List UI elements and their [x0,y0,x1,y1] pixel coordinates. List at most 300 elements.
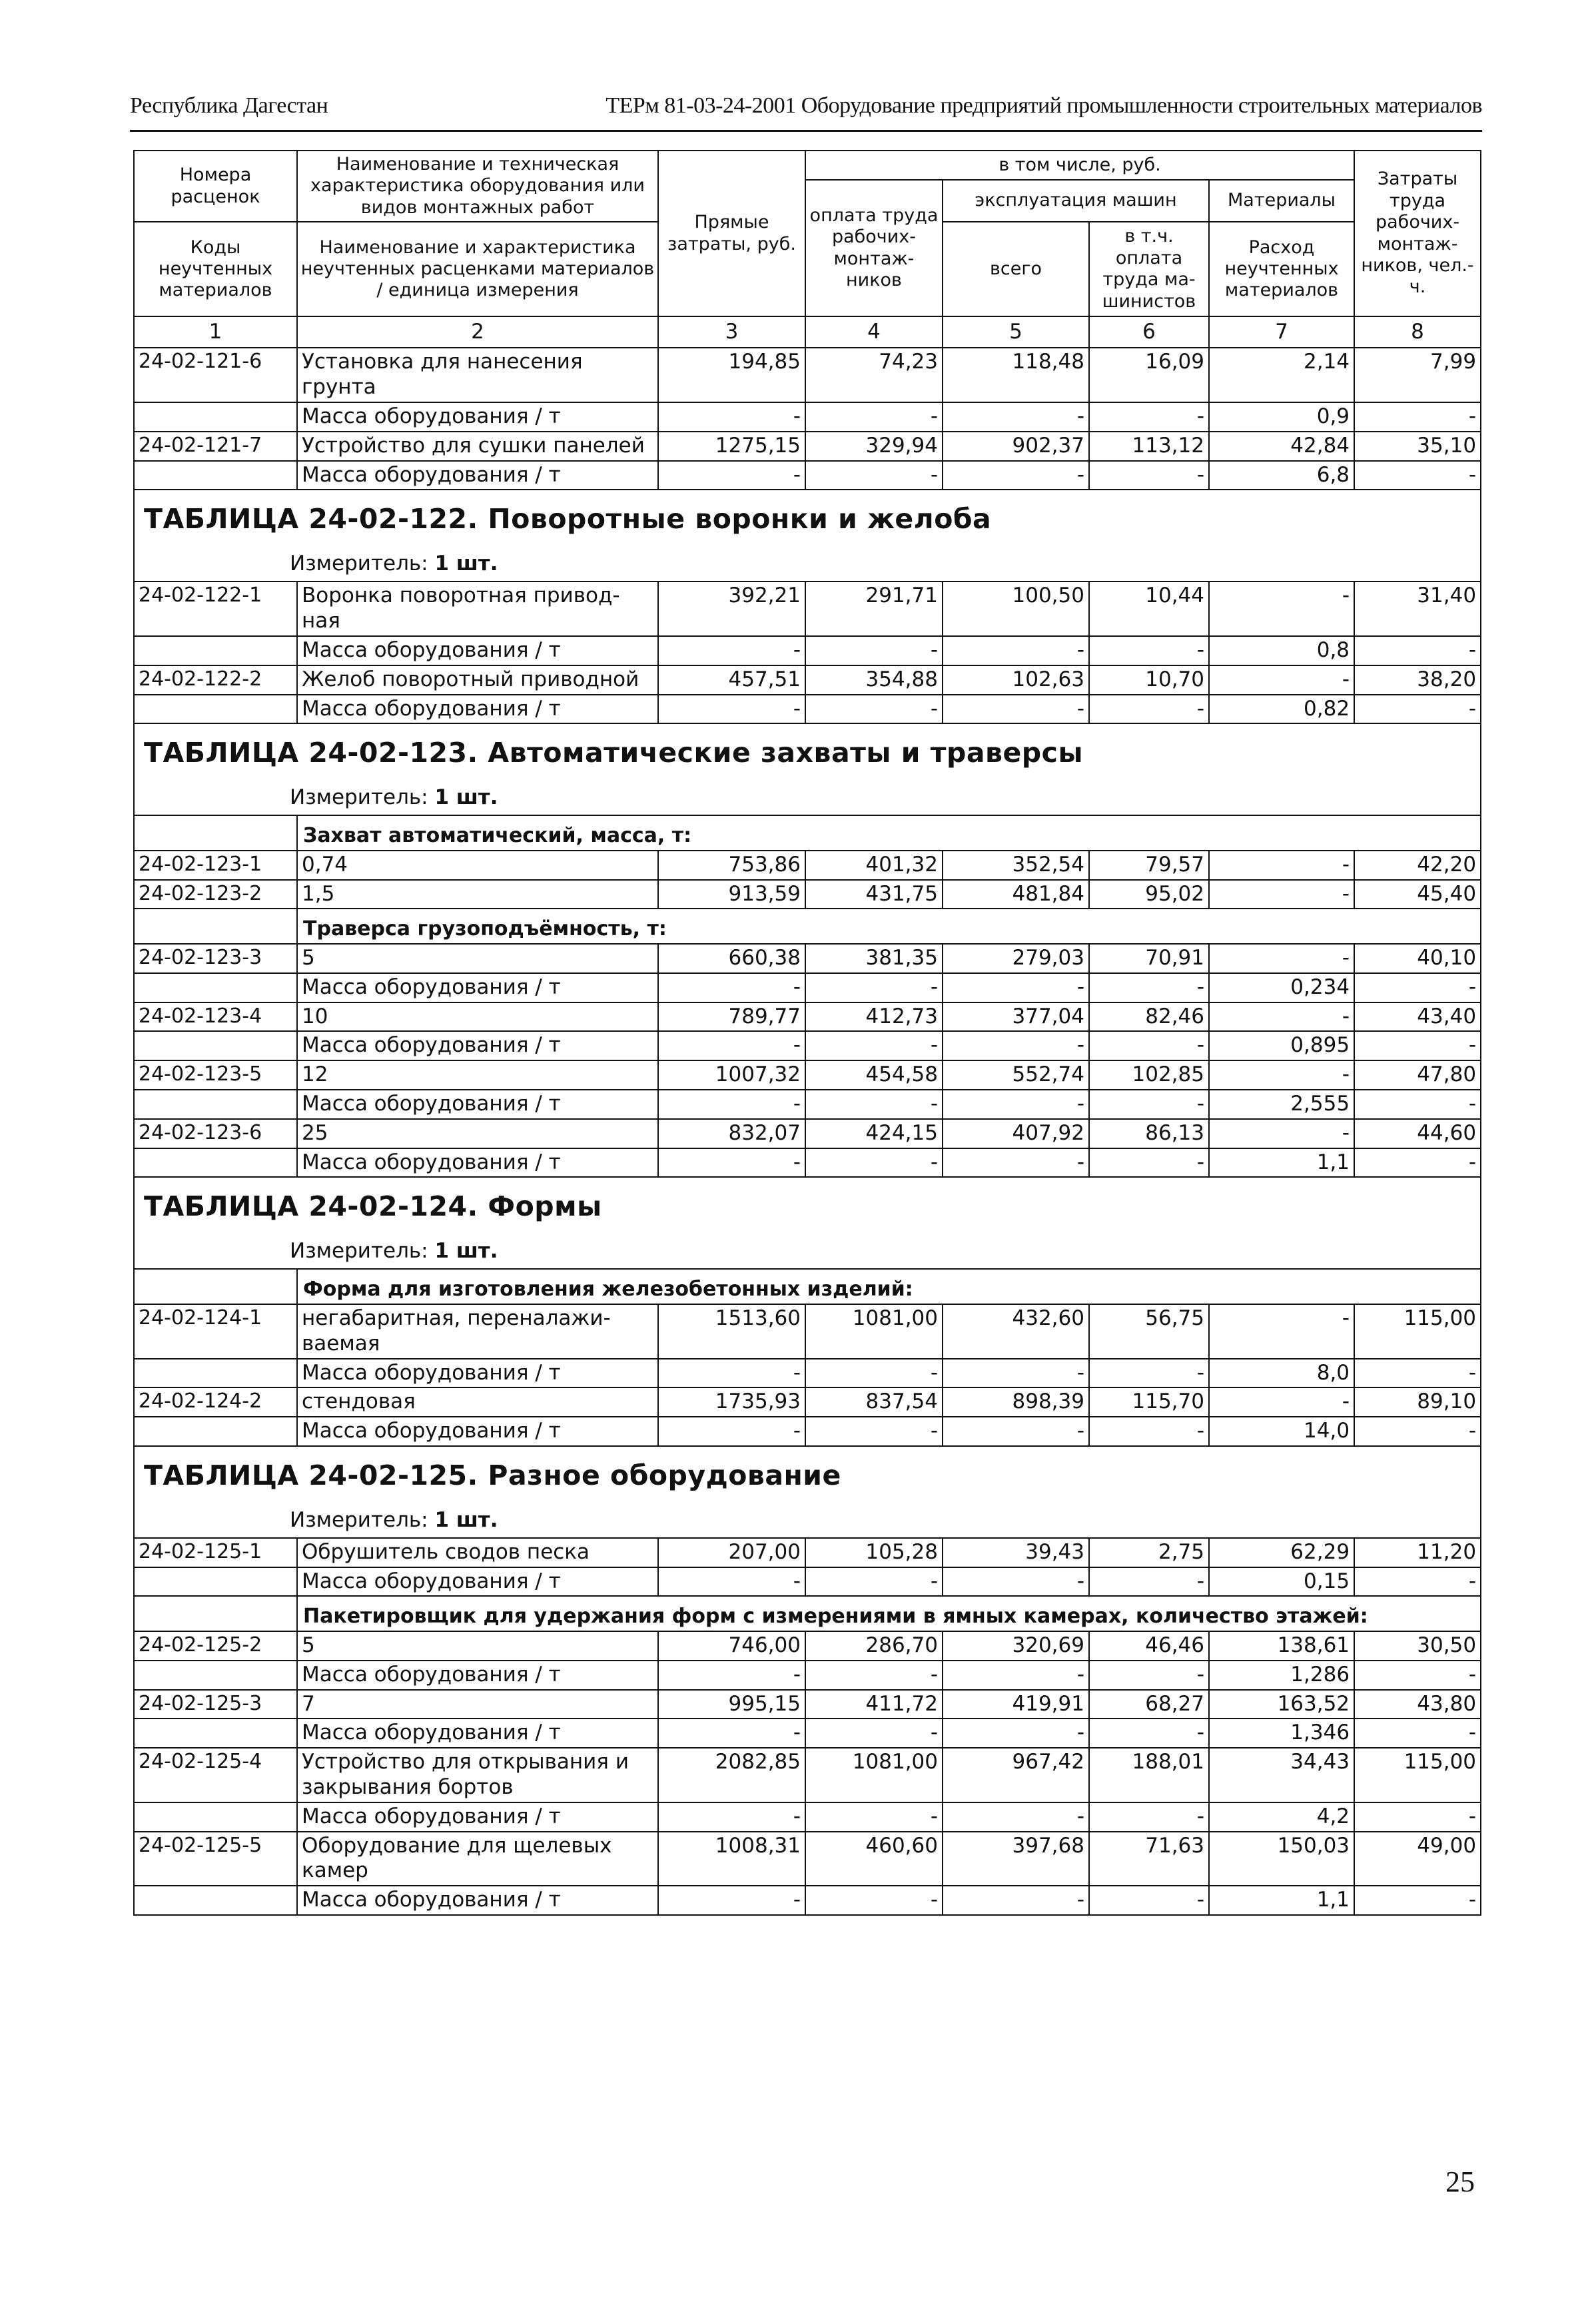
header-group-label: в том числе, руб. [805,151,1354,180]
materials-cell: 1,1 [1209,1886,1354,1915]
direct-costs-cell: 392,21 [658,581,805,636]
machines-total-cell: 39,43 [943,1538,1089,1567]
machines-total-cell: - [943,1719,1089,1748]
rate-code-cell: 24-02-122-2 [134,665,297,695]
machinist-pay-cell: 46,46 [1089,1631,1209,1661]
materials-cell: - [1209,1387,1354,1417]
labor-costs-cell: 35,10 [1354,432,1481,461]
unit-value: 1 шт. [434,552,498,576]
labor-pay-cell: 401,32 [805,851,943,880]
machines-total-cell: 352,54 [943,851,1089,880]
materials-cell: - [1209,880,1354,909]
labor-pay-cell: 381,35 [805,944,943,973]
name-cell: 0,74 [297,851,658,880]
name-cell: Масса оборудования / т [297,402,658,432]
rate-code-cell: 24-02-123-1 [134,851,297,880]
labor-costs-cell: - [1354,695,1481,724]
machines-total-cell: 407,92 [943,1119,1089,1148]
name-cell: Масса оборудования / т [297,1567,658,1597]
machinist-pay-cell: - [1089,1802,1209,1832]
name-cell: 25 [297,1119,658,1148]
labor-pay-cell: - [805,461,943,490]
direct-costs-cell: - [658,1417,805,1446]
rate-code-cell [134,1719,297,1748]
rate-code-cell: 24-02-123-3 [134,944,297,973]
machines-total-cell: - [943,402,1089,432]
direct-costs-cell: 207,00 [658,1538,805,1567]
machinist-pay-cell: - [1089,1359,1209,1388]
mass-row [134,636,1481,665]
labor-pay-cell: - [805,636,943,665]
labor-pay-cell: 105,28 [805,1538,943,1567]
machines-total-cell: 377,04 [943,1002,1089,1032]
name-cell: Масса оборудования / т [297,1359,658,1388]
labor-costs-cell: 30,50 [1354,1631,1481,1661]
direct-costs-cell: - [658,1359,805,1388]
rows-table-125-b [134,1631,1481,1915]
unit-label: Измеритель: [290,1239,428,1264]
name-cell: Масса оборудования / т [297,695,658,724]
materials-cell: 6,8 [1209,461,1354,490]
machinist-pay-cell: - [1089,1719,1209,1748]
machinist-pay-cell: 79,57 [1089,851,1209,880]
header-machinist-pay: в т.ч. оплата труда ма-шинистов [1089,222,1209,316]
materials-cell: 34,43 [1209,1748,1354,1802]
page-number: 25 [1445,2165,1475,2198]
rate-code-cell [134,1886,297,1915]
header-material-names: Наименование и характеристика неучтенных расценками материалов / единица измерения [297,222,658,316]
region-label: Республика Дагестан [130,93,328,118]
rows-table-123-grips [134,851,1481,909]
subheading: Захват автоматический, масса, т: [297,815,1481,851]
rate-code-cell [134,1417,297,1446]
rate-row [134,581,1481,636]
labor-costs-cell: 38,20 [1354,665,1481,695]
labor-pay-cell: - [805,1802,943,1832]
rows-table-125-a [134,1538,1481,1597]
machinist-pay-cell: - [1089,1567,1209,1597]
machines-total-cell: 967,42 [943,1748,1089,1802]
subheading: Пакетировщик для удержания форм с измерениями в ямных камерах, количество этажей: [297,1596,1481,1631]
direct-costs-cell: 753,86 [658,851,805,880]
machines-total-cell: 552,74 [943,1060,1089,1090]
direct-costs-cell: 660,38 [658,944,805,973]
machines-total-cell: - [943,1031,1089,1060]
machines-total-cell: - [943,461,1089,490]
header-labor-costs: Затраты труда рабочих-монтаж-ников, чел.-ч. [1354,151,1481,316]
header-direct-costs: Прямые затраты, руб. [658,151,805,316]
section-table-123 [134,723,1481,850]
column-number: 5 [943,316,1089,348]
unit-value: 1 шт. [434,1239,498,1264]
labor-pay-cell: 837,54 [805,1387,943,1417]
labor-costs-cell: 7,99 [1354,348,1481,402]
labor-pay-cell: - [805,1567,943,1597]
section-heading [134,490,1481,581]
labor-costs-cell: - [1354,1802,1481,1832]
direct-costs-cell: - [658,695,805,724]
unit-label: Измеритель: [290,785,428,810]
name-cell: Масса оборудования / т [297,1886,658,1915]
name-cell: Масса оборудования / т [297,461,658,490]
labor-costs-cell: 11,20 [1354,1538,1481,1567]
rate-row [134,1631,1481,1661]
mass-row [134,695,1481,724]
table-header [134,151,1481,348]
header-machines-total: всего [943,222,1089,316]
machinist-pay-cell: - [1089,1661,1209,1690]
materials-cell: 42,84 [1209,432,1354,461]
mass-row [134,461,1481,490]
mass-row [134,1090,1481,1119]
rate-code-cell [134,461,297,490]
mass-row [134,1661,1481,1690]
direct-costs-cell: 457,51 [658,665,805,695]
name-cell: Масса оборудования / т [297,1031,658,1060]
section-title: ТАБЛИЦА 24-02-125. Разное оборудование [144,1459,841,1491]
name-cell: Масса оборудования / т [297,1661,658,1690]
rate-code-cell: 24-02-125-5 [134,1832,297,1886]
direct-costs-cell: 832,07 [658,1119,805,1148]
materials-cell: 0,9 [1209,402,1354,432]
machinist-pay-cell: 71,63 [1089,1832,1209,1886]
labor-pay-cell: 431,75 [805,880,943,909]
section-heading [134,723,1481,815]
labor-costs-cell: 47,80 [1354,1060,1481,1090]
header-rule [130,130,1482,132]
machinist-pay-cell: - [1089,973,1209,1002]
direct-costs-cell: - [658,402,805,432]
mass-row [134,1719,1481,1748]
direct-costs-cell: 1735,93 [658,1387,805,1417]
direct-costs-cell: - [658,636,805,665]
rate-code-cell [134,402,297,432]
rate-row [134,880,1481,909]
materials-cell: - [1209,851,1354,880]
name-cell: 7 [297,1690,658,1719]
machines-total-cell: 419,91 [943,1690,1089,1719]
labor-costs-cell: - [1354,461,1481,490]
rate-row [134,1002,1481,1032]
machinist-pay-cell: 10,44 [1089,581,1209,636]
machinist-pay-cell: - [1089,1417,1209,1446]
rows-table-124 [134,1304,1481,1446]
rate-code-cell: 24-02-123-2 [134,880,297,909]
machinist-pay-cell: - [1089,1886,1209,1915]
norms-table [133,150,1481,1916]
rate-code-cell [134,973,297,1002]
column-number: 7 [1209,316,1354,348]
section-title: ТАБЛИЦА 24-02-124. Формы [144,1190,602,1223]
materials-cell: - [1209,944,1354,973]
header-materials-consumption: Расход неучтенных материалов [1209,222,1354,316]
name-cell: Обрушитель сводов песка [297,1538,658,1567]
name-cell: Масса оборудования / т [297,973,658,1002]
labor-pay-cell: 411,72 [805,1690,943,1719]
name-cell: стендовая [297,1387,658,1417]
direct-costs-cell: - [658,1661,805,1690]
labor-costs-cell: - [1354,402,1481,432]
header-rate-numbers: Номера расценок [134,151,297,222]
machines-total-cell: 898,39 [943,1387,1089,1417]
rate-row [134,1832,1481,1886]
direct-costs-cell: - [658,461,805,490]
labor-pay-cell: 412,73 [805,1002,943,1032]
rate-code-cell: 24-02-123-4 [134,1002,297,1032]
section-table-124 [134,1177,1481,1304]
labor-costs-cell: - [1354,1719,1481,1748]
rate-code-cell [134,1567,297,1597]
name-cell: 12 [297,1060,658,1090]
machines-total-cell: - [943,1148,1089,1178]
unit-line [290,552,1473,577]
machinist-pay-cell: - [1089,695,1209,724]
rate-code-cell [134,1090,297,1119]
labor-costs-cell: - [1354,636,1481,665]
rate-code-cell [134,1802,297,1832]
direct-costs-cell: - [658,973,805,1002]
column-number: 6 [1089,316,1209,348]
materials-cell: 1,1 [1209,1148,1354,1178]
labor-pay-cell: - [805,1359,943,1388]
direct-costs-cell: 2082,85 [658,1748,805,1802]
rate-code-cell: 24-02-125-3 [134,1690,297,1719]
rate-code-cell [134,1031,297,1060]
section-title: ТАБЛИЦА 24-02-123. Автоматические захваты и траверсы [144,737,1084,769]
materials-cell: 1,286 [1209,1661,1354,1690]
section-table-125 [134,1446,1481,1538]
labor-pay-cell: - [805,973,943,1002]
rate-row [134,348,1481,402]
machinist-pay-cell: 2,75 [1089,1538,1209,1567]
rate-code-cell: 24-02-123-6 [134,1119,297,1148]
direct-costs-cell: - [658,1886,805,1915]
machinist-pay-cell: - [1089,636,1209,665]
name-cell: 5 [297,944,658,973]
direct-costs-cell: 789,77 [658,1002,805,1032]
machinist-pay-cell: 95,02 [1089,880,1209,909]
machines-total-cell: 481,84 [943,880,1089,909]
labor-costs-cell: 43,40 [1354,1002,1481,1032]
labor-costs-cell: - [1354,973,1481,1002]
unit-line [290,1508,1473,1533]
subheading: Траверса грузоподъёмность, т: [297,909,1481,944]
labor-costs-cell: 42,20 [1354,851,1481,880]
labor-pay-cell: 329,94 [805,432,943,461]
labor-costs-cell: - [1354,1090,1481,1119]
labor-pay-cell: - [805,1661,943,1690]
direct-costs-cell: 746,00 [658,1631,805,1661]
labor-costs-cell: - [1354,1031,1481,1060]
labor-costs-cell: 44,60 [1354,1119,1481,1148]
machinist-pay-cell: 56,75 [1089,1304,1209,1359]
materials-cell: 150,03 [1209,1832,1354,1886]
materials-cell: 0,82 [1209,695,1354,724]
machines-total-cell: - [943,636,1089,665]
subsection-packagers [134,1596,1481,1631]
materials-cell: - [1209,665,1354,695]
rate-code-cell [134,1148,297,1178]
name-cell: 10 [297,1002,658,1032]
machinist-pay-cell: - [1089,1031,1209,1060]
labor-costs-cell: - [1354,1417,1481,1446]
rate-code-cell: 24-02-125-4 [134,1748,297,1802]
rate-row [134,1690,1481,1719]
materials-cell: 14,0 [1209,1417,1354,1446]
machines-total-cell: 100,50 [943,581,1089,636]
labor-pay-cell: 354,88 [805,665,943,695]
direct-costs-cell: 194,85 [658,348,805,402]
labor-pay-cell: 1081,00 [805,1304,943,1359]
unit-line [290,1239,1473,1264]
unit-label: Измеритель: [290,1507,428,1532]
name-cell: 5 [297,1631,658,1661]
labor-pay-cell: 424,15 [805,1119,943,1148]
labor-costs-cell: - [1354,1661,1481,1690]
rate-row [134,432,1481,461]
labor-costs-cell: 115,00 [1354,1304,1481,1359]
materials-cell: - [1209,1002,1354,1032]
labor-pay-cell: - [805,1886,943,1915]
labor-costs-cell: 89,10 [1354,1387,1481,1417]
rate-row [134,851,1481,880]
direct-costs-cell: 913,59 [658,880,805,909]
materials-cell: - [1209,1060,1354,1090]
machines-total-cell: - [943,1090,1089,1119]
section-heading [134,1446,1481,1538]
labor-costs-cell: 49,00 [1354,1832,1481,1886]
subheading: Форма для изготовления железобетонных изделий: [297,1269,1481,1304]
rate-row [134,1119,1481,1148]
name-cell: Желоб поворотный приводной [297,665,658,695]
name-cell: Воронка поворотная привод-ная [297,581,658,636]
rows-table-123-traverses [134,944,1481,1178]
rate-code-cell: 24-02-123-5 [134,1060,297,1090]
direct-costs-cell: 995,15 [658,1690,805,1719]
direct-costs-cell: 1007,32 [658,1060,805,1090]
rows-table-121 [134,348,1481,490]
header-labor-pay: оплата труда рабочих-монтаж-ников [805,180,943,316]
mass-row [134,1359,1481,1388]
rows-table-122 [134,581,1481,723]
machines-total-cell: - [943,1802,1089,1832]
rate-row [134,1304,1481,1359]
machines-total-cell: 102,63 [943,665,1089,695]
mass-row [134,1148,1481,1178]
machines-total-cell: - [943,1417,1089,1446]
mass-row [134,402,1481,432]
rate-code-cell: 24-02-124-1 [134,1304,297,1359]
labor-costs-cell: 45,40 [1354,880,1481,909]
mass-row [134,1417,1481,1446]
rate-code-cell [134,1359,297,1388]
section-table-122 [134,490,1481,581]
unit-value: 1 шт. [434,785,498,810]
machinist-pay-cell: 113,12 [1089,432,1209,461]
materials-cell: 0,15 [1209,1567,1354,1597]
column-number: 1 [134,316,297,348]
labor-costs-cell: 40,10 [1354,944,1481,973]
rate-code-cell: 24-02-121-7 [134,432,297,461]
machinist-pay-cell: 188,01 [1089,1748,1209,1802]
direct-costs-cell: 1275,15 [658,432,805,461]
rate-row [134,1538,1481,1567]
materials-cell: - [1209,581,1354,636]
labor-costs-cell: 43,80 [1354,1690,1481,1719]
direct-costs-cell: 1513,60 [658,1304,805,1359]
machinist-pay-cell: 16,09 [1089,348,1209,402]
mass-row [134,1886,1481,1915]
rate-row [134,1387,1481,1417]
labor-costs-cell: - [1354,1148,1481,1178]
direct-costs-cell: - [658,1719,805,1748]
rate-row [134,1060,1481,1090]
materials-cell: - [1209,1119,1354,1148]
labor-pay-cell: - [805,1031,943,1060]
materials-cell: 62,29 [1209,1538,1354,1567]
machines-total-cell: - [943,973,1089,1002]
machines-total-cell: - [943,695,1089,724]
labor-costs-cell: - [1354,1886,1481,1915]
direct-costs-cell: - [658,1031,805,1060]
labor-costs-cell: 31,40 [1354,581,1481,636]
mass-row [134,1567,1481,1597]
machinist-pay-cell: 115,70 [1089,1387,1209,1417]
name-cell: Масса оборудования / т [297,1417,658,1446]
labor-pay-cell: - [805,1148,943,1178]
materials-cell: - [1209,1304,1354,1359]
name-cell: Масса оборудования / т [297,1148,658,1178]
name-cell: Оборудование для щелевых камер [297,1832,658,1886]
direct-costs-cell: - [658,1567,805,1597]
labor-pay-cell: 454,58 [805,1060,943,1090]
mass-row [134,973,1481,1002]
materials-cell: 0,895 [1209,1031,1354,1060]
machines-total-cell: 118,48 [943,348,1089,402]
page-header [130,93,1482,127]
unit-value: 1 шт. [434,1507,498,1532]
column-number: 3 [658,316,805,348]
mass-row [134,1031,1481,1060]
labor-pay-cell: 1081,00 [805,1748,943,1802]
labor-pay-cell: - [805,1719,943,1748]
materials-cell: 8,0 [1209,1359,1354,1388]
rate-code-cell: 24-02-125-1 [134,1538,297,1567]
materials-cell: 0,8 [1209,636,1354,665]
materials-cell: 4,2 [1209,1802,1354,1832]
name-cell: 1,5 [297,880,658,909]
labor-pay-cell: - [805,695,943,724]
labor-pay-cell: 74,23 [805,348,943,402]
direct-costs-cell: - [658,1148,805,1178]
column-number: 8 [1354,316,1481,348]
rate-code-cell: 24-02-124-2 [134,1387,297,1417]
rate-code-cell: 24-02-125-2 [134,1631,297,1661]
labor-pay-cell: 286,70 [805,1631,943,1661]
subsection-traverses [134,909,1481,944]
direct-costs-cell: 1008,31 [658,1832,805,1886]
machinist-pay-cell: - [1089,1148,1209,1178]
rate-row [134,665,1481,695]
header-work-name: Наименование и техническая характеристика оборудования или видов монтажных работ [297,151,658,222]
labor-pay-cell: - [805,1090,943,1119]
machinist-pay-cell: 86,13 [1089,1119,1209,1148]
name-cell: Масса оборудования / т [297,1090,658,1119]
machinist-pay-cell: 70,91 [1089,944,1209,973]
machines-total-cell: 397,68 [943,1832,1089,1886]
name-cell: Масса оборудования / т [297,636,658,665]
machines-total-cell: 902,37 [943,432,1089,461]
